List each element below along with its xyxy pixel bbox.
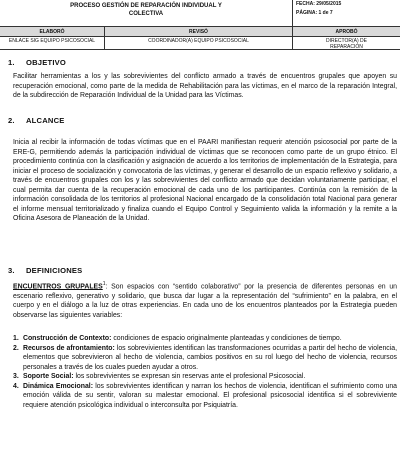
item-text: los sobrevivientes se expresan sin reservas ante el profesional Psicosocial. [73, 373, 306, 380]
alcance-paragraph: Inicia al recibir la información de todas víctimas que en el PAARI manifiestan requerir atención psicosocial por parte de la ERE-G, permitiendo además la participación individual de víctimas que se reconocen como parte de un grupo étnico. El procedimiento continúa con la clasificación y asignación de acuerdo a los territorios de implementación de la Estrategia, para iniciar el proceso de socialización y convocatoria de las víctimas, y generar el desarrollo de un espacio reflexivo y solidario, a través de encuentros grupales con los y las sobrevivientes del conflicto armado que decidan voluntariamente participar, el cual permita dar cuenta de la recuperación emocional de cada uno de los participantes. Continúa con la remisión de la información consolidada de los territorios al profesional Nacional encargado de la consolidación total Nacional para generar el informe mensual territorializado y finaliza cuando el Equipo Control y Seguimiento valida la información y la remite a la Oficina Asesora de Planeación de la Unidad. [13, 139, 397, 222]
section-heading-definiciones [8, 266, 82, 275]
document-header-table [0, 0, 400, 50]
page-counter: PÁGINA: 1 de 7 [296, 10, 333, 16]
definiciones-intro [13, 280, 397, 320]
item-number: 3. [13, 373, 19, 380]
item-label: Soporte Social: [23, 373, 74, 380]
item-label: Recursos de afrontamiento: [23, 344, 115, 352]
reviso-heading: REVISÓ [105, 26, 293, 36]
aprobo-value [293, 36, 400, 49]
reviso-value: COORDINADOR(A) EQUIPO PSICOSOCIAL [105, 36, 293, 49]
item-label: Construcción de Contexto: [23, 335, 112, 342]
section-title: ALCANCE [26, 116, 65, 125]
section-number: 3. [8, 266, 15, 275]
list-item [13, 372, 397, 382]
list-item [13, 334, 397, 344]
section-title: OBJETIVO [26, 58, 66, 67]
list-item [13, 382, 397, 411]
item-label: Dinámica Emocional: [23, 382, 93, 390]
item-number: 1. [13, 335, 19, 342]
section-number: 1. [8, 58, 15, 67]
variables-list [13, 334, 397, 410]
aprobo-heading: APROBÓ [293, 26, 400, 36]
elaboro-value: ENLACE SIG EQUIPO PSICOSOCIAL [0, 36, 105, 49]
item-text: condiciones de espacio originalmente planteadas y condiciones de tiempo. [111, 335, 342, 342]
objetivo-paragraph: Facilitar herramientas a los y las sobrevivientes del conflicto armado a través de encuentros grupales que apoyen su recuperación emocional, como parte de la medida de Rehabilitación para las víctimas, en el marco de la reparación Integral, de la subdirección de Reparación Individual de la Unidad para las Víctimas. [13, 73, 397, 99]
section-title: DEFINICIONES [26, 266, 83, 275]
aprobo-value-line1: DIRECTOR(A) DE [325, 38, 368, 44]
section-heading-objetivo [8, 58, 66, 67]
item-number: 2. [13, 344, 19, 352]
process-title-line1: PROCESO GESTIÓN DE REPARACIÓN INDIVIDUAL Y [70, 3, 222, 9]
document-meta [293, 0, 400, 26]
list-item [13, 344, 397, 373]
process-title [0, 0, 293, 26]
item-text: los sobrevivientes identifican y narran los hechos de violencia, identifican el sufrimiento como una emoción válida de su sentir, valoran su malestar emocional. El profesional psicosocial identifica si el sobreviviente requiere atención psicológica individual o interconsulta por Psiquiatría. [23, 382, 397, 409]
document-date: FECHA: 29/05/2015 [296, 1, 342, 7]
section-number: 2. [8, 116, 15, 125]
defined-term: ENCUENTROS GRUPALES [13, 283, 103, 291]
footnote-marker: 1 [102, 281, 106, 287]
elaboro-heading: ELABORÓ [0, 26, 105, 36]
process-title-line2: COLECTIVA [128, 11, 164, 17]
item-number: 4. [13, 382, 19, 390]
aprobo-value-line2: REPARACIÓN [330, 44, 363, 50]
definition-text: : Son espacios con “sentido colaborativo” por la presencia de diferentes personas en un escenario reflexivo, generativo y solidario, que busca dar lugar a la representación del “sufrimiento” en la palabra, en el cuerpo y en el diálogo a la luz de otras experiencias. En cada uno de los encuentros planteados por la Estrategia pueden observarse las siguientes variables: [13, 283, 397, 319]
item-text: los sobrevivientes identifican las transformaciones ocurridas a partir del hecho de violencia, elementos que sobrevivieron al hecho de violencia, cambios positivos en su rol luego del hecho de violencia, recursos personales a través de los cuales pueden ayudar a otros. [23, 344, 397, 371]
section-heading-alcance [8, 116, 65, 125]
